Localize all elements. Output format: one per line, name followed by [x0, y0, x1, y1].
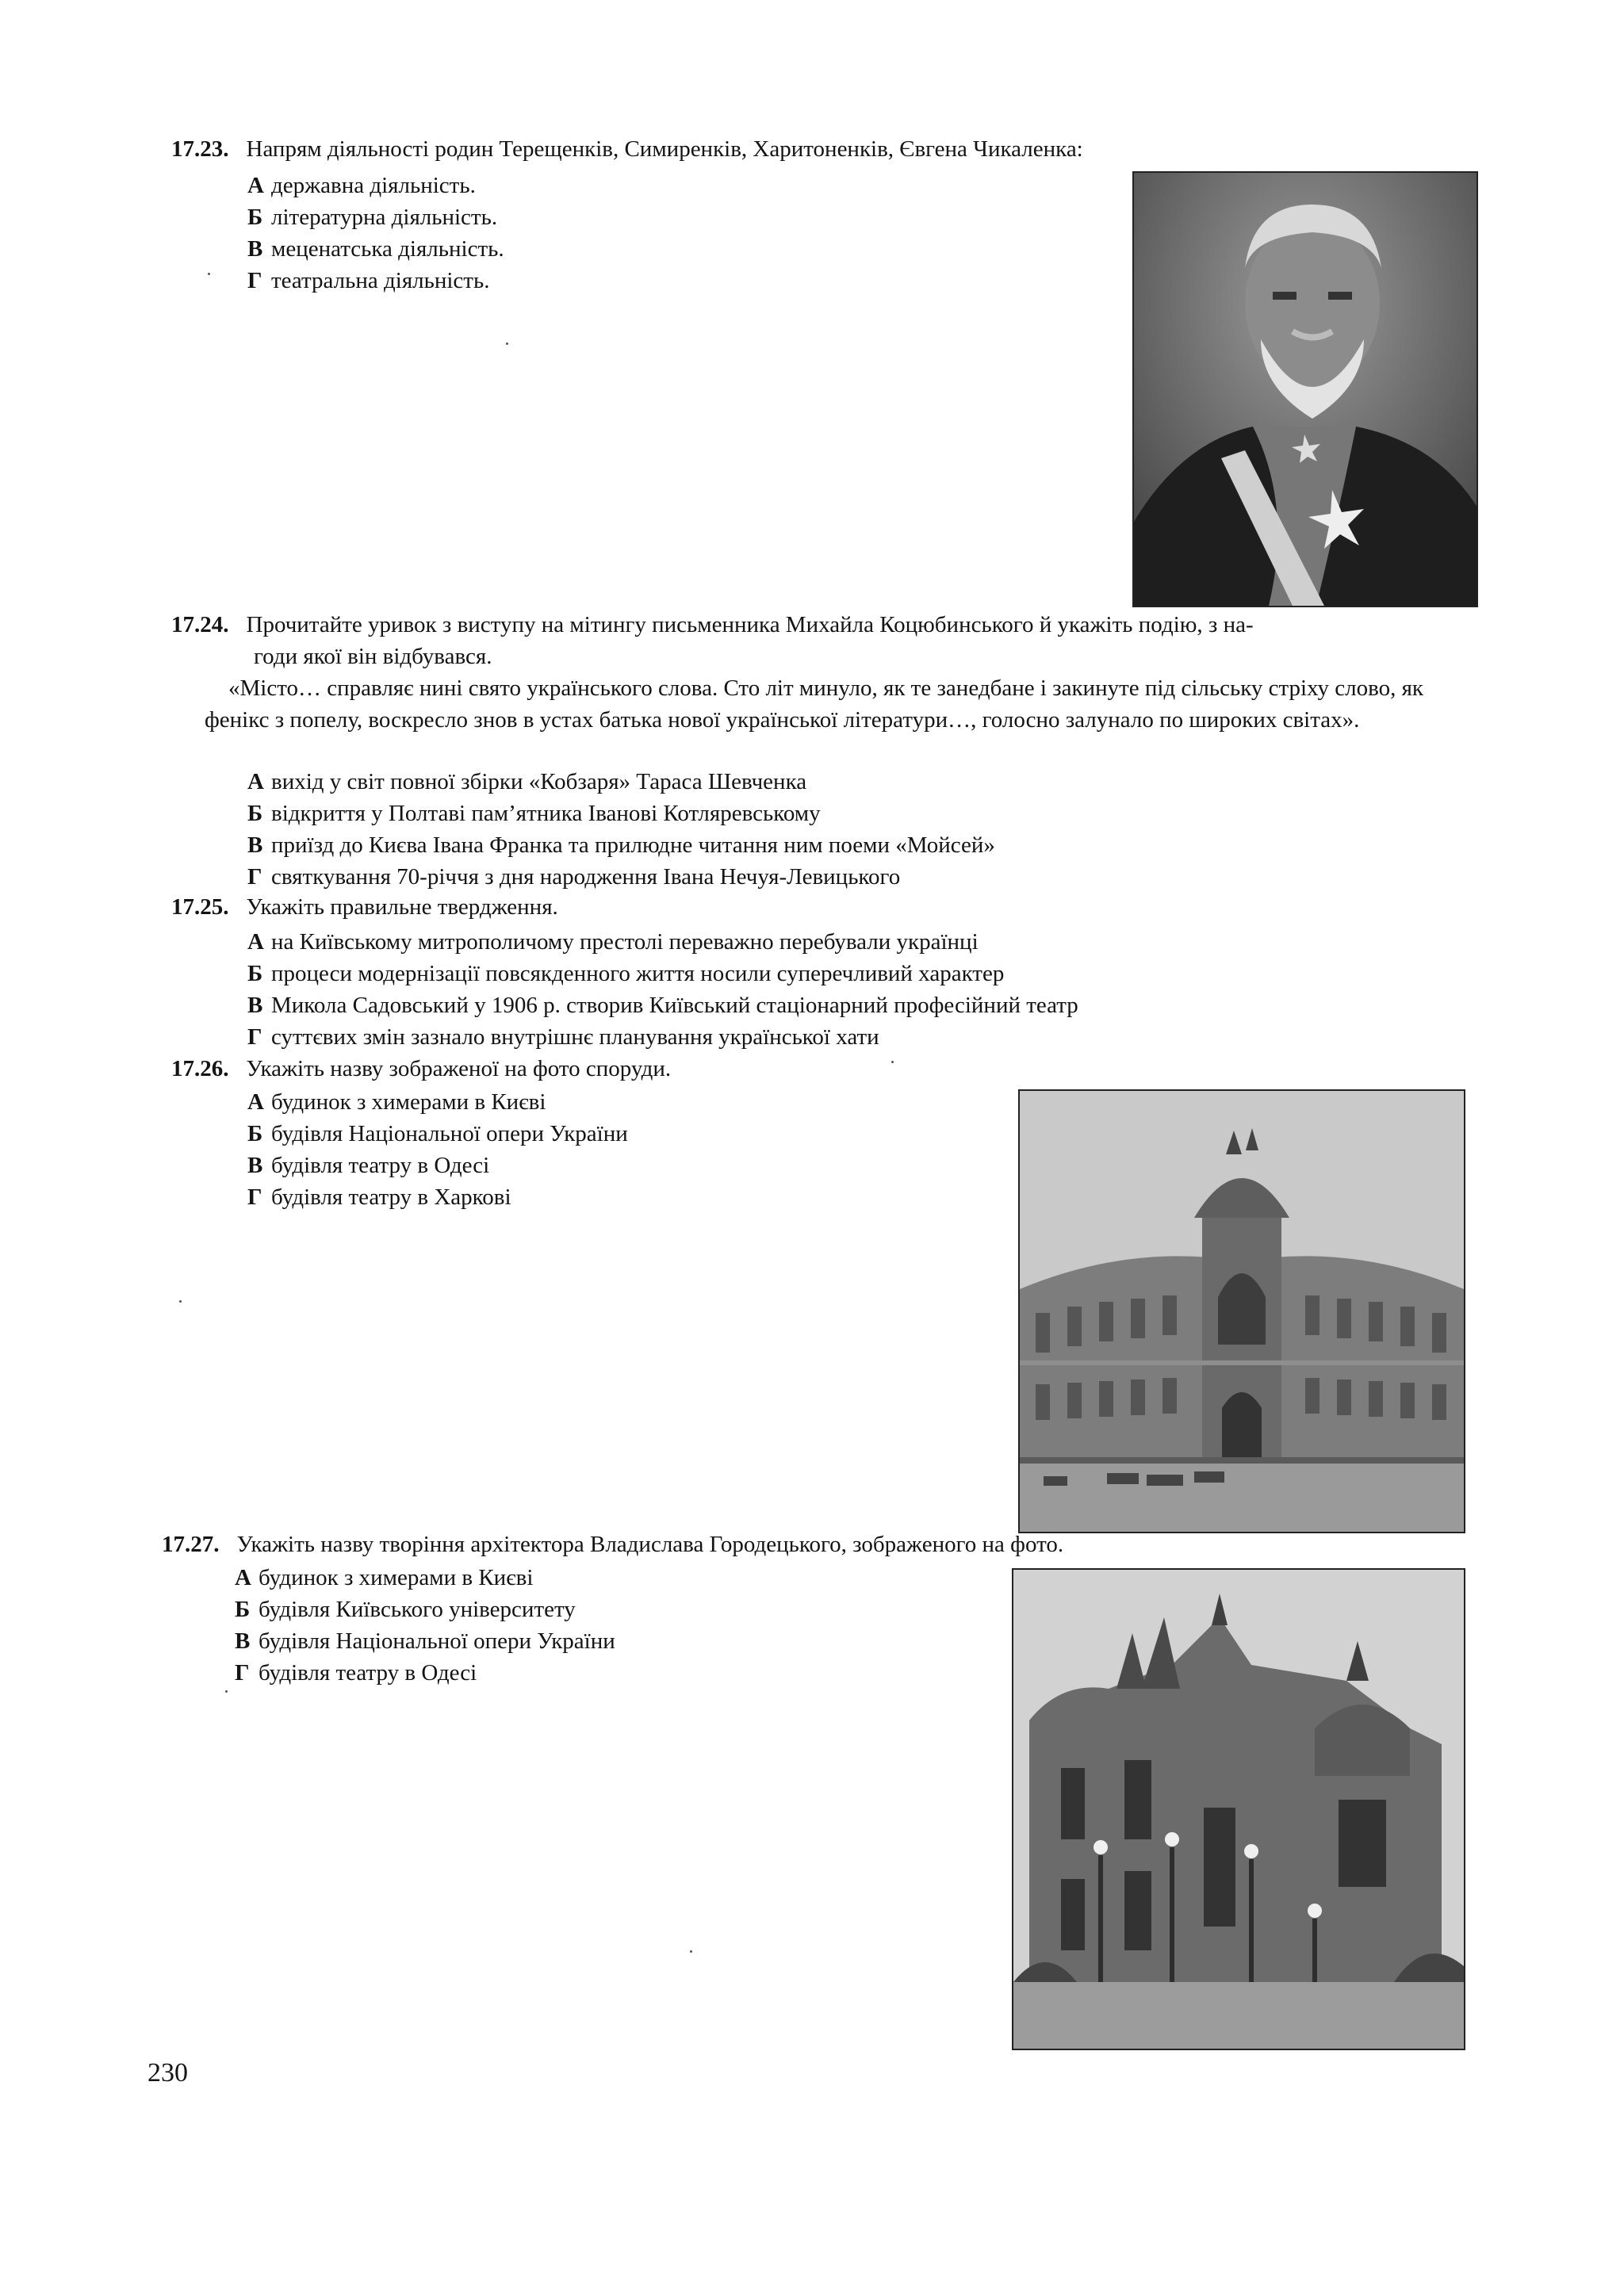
answer-option-v	[247, 233, 504, 265]
answer-option-g	[247, 265, 504, 297]
option-text: відкриття у Полтаві пам’ятника Іванові Котляревському	[271, 801, 821, 826]
scan-speck	[690, 1950, 692, 1953]
question-heading	[171, 1053, 671, 1085]
option-text: будівля театру в Одесі	[271, 1153, 490, 1178]
answer-option-v	[247, 829, 995, 861]
scan-speck	[506, 342, 508, 345]
answer-option-a	[235, 1562, 615, 1594]
option-letter: А	[247, 929, 264, 955]
option-text: будинок з химерами в Києві	[259, 1565, 534, 1590]
option-letter: Г	[247, 1184, 262, 1210]
option-letter: Г	[247, 864, 262, 890]
option-letter: В	[235, 1628, 251, 1654]
question-number: 17.26.	[171, 1056, 229, 1081]
option-letter: А	[235, 1565, 251, 1590]
answer-option-a	[247, 170, 504, 201]
answer-options	[247, 1086, 628, 1213]
option-text: будівля театру в Одесі	[259, 1660, 477, 1686]
option-text: будівля Київського університету	[259, 1597, 576, 1622]
option-letter: Б	[247, 205, 263, 230]
scan-speck	[179, 1300, 182, 1303]
scan-speck	[225, 1690, 228, 1693]
answer-options	[247, 926, 1078, 1053]
option-letter: А	[247, 769, 264, 794]
option-letter: Г	[247, 268, 262, 293]
question-number: 17.23.	[171, 136, 229, 162]
answer-option-b	[235, 1594, 615, 1625]
option-text: театральна діяльність.	[271, 268, 490, 293]
answer-option-b	[247, 958, 1078, 989]
portrait-illustration	[1134, 173, 1477, 606]
answer-option-a	[247, 926, 1078, 958]
answer-option-a	[247, 766, 995, 798]
option-letter: А	[247, 1089, 264, 1115]
question-number: 17.24.	[171, 612, 229, 637]
option-text: меценатська діяльність.	[271, 236, 504, 262]
answer-options	[247, 766, 995, 893]
option-letter: В	[247, 236, 263, 262]
option-letter: В	[247, 832, 263, 858]
option-text: будівля Національної опери України	[259, 1628, 615, 1654]
question-heading	[171, 609, 1254, 641]
option-text: на Київському митрополичому престолі переважно перебували українці	[271, 929, 979, 955]
option-text: суттєвих змін зазнало внутрішнє планування української хати	[271, 1024, 879, 1050]
option-text: приїзд до Києва Івана Франка та прилюдне читання ним поеми «Мойсей»	[271, 832, 995, 858]
answer-option-v	[235, 1625, 615, 1657]
question-text-line-2: годи якої він відбувався.	[254, 644, 492, 669]
portrait-photo	[1132, 171, 1478, 607]
theatre-building-photo	[1018, 1089, 1465, 1533]
option-text: будівля Національної опери України	[271, 1121, 628, 1146]
question-number: 17.27.	[162, 1532, 220, 1557]
answer-option-g	[235, 1657, 615, 1689]
option-letter: Б	[247, 801, 263, 826]
answer-option-b	[247, 798, 995, 829]
option-text: процеси модернізації повсякденного життя носили суперечливий характер	[271, 961, 1005, 986]
scan-speck	[208, 273, 210, 275]
answer-options	[235, 1562, 615, 1689]
answer-option-v	[247, 989, 1078, 1021]
option-letter: Г	[247, 1024, 262, 1050]
question-text: Укажіть назву зображеної на фото споруди.	[246, 1056, 672, 1081]
option-letter: А	[247, 173, 264, 198]
option-letter: В	[247, 993, 263, 1018]
quote-passage: «Місто… справляє нині свято українського слова. Сто літ минуло, як те занедбане і закинуте під сільську стріху слово, як фенікс з попелу, воскресло знов в устах батька нової української літератури…, голосно залунало по широких світах».	[205, 675, 1423, 733]
question-heading	[162, 1529, 1063, 1560]
page-number: 230	[147, 2058, 188, 2087]
question-text: Укажіть правильне твердження.	[246, 894, 558, 920]
house-with-chimaeras-photo	[1012, 1568, 1465, 2050]
option-letter: Б	[247, 961, 263, 986]
option-text: будинок з химерами в Києві	[271, 1089, 546, 1115]
option-text: Микола Садовський у 1906 р. створив Київський стаціонарний професійний театр	[271, 993, 1078, 1018]
option-letter: В	[247, 1153, 263, 1178]
question-text: Напрям діяльності родин Терещенків, Симиренків, Харитоненків, Євгена Чикаленка:	[246, 136, 1083, 162]
answer-option-b	[247, 1118, 628, 1150]
answer-option-g	[247, 1181, 628, 1213]
option-text: вихід у світ повної збірки «Кобзаря» Тараса Шевченка	[271, 769, 807, 794]
answer-option-g	[247, 861, 995, 893]
question-heading	[171, 133, 1083, 165]
answer-option-g	[247, 1021, 1078, 1053]
answer-option-a	[247, 1086, 628, 1118]
answer-option-b	[247, 201, 504, 233]
question-text: Укажіть назву творіння архітектора Владислава Городецького, зображеного на фото.	[236, 1532, 1064, 1557]
option-text: державна діяльність.	[271, 173, 476, 198]
option-letter: Г	[235, 1660, 250, 1686]
question-text-line-1: Прочитайте уривок з виступу на мітингу письменника Михайла Коцюбинського й укажіть подію, з на-	[246, 612, 1254, 637]
option-letter: Б	[247, 1121, 263, 1146]
house-illustration	[1013, 1570, 1464, 2049]
answer-options	[247, 170, 504, 297]
theatre-illustration	[1020, 1091, 1464, 1532]
question-heading	[171, 891, 558, 923]
question-number: 17.25.	[171, 894, 229, 920]
option-letter: Б	[235, 1597, 251, 1622]
scan-speck	[891, 1061, 894, 1063]
option-text: будівля театру в Харкові	[271, 1184, 511, 1210]
option-text: святкування 70-річчя з дня народження Івана Нечуя-Левицького	[271, 864, 901, 890]
option-text: літературна діяльність.	[271, 205, 498, 230]
answer-option-v	[247, 1150, 628, 1181]
